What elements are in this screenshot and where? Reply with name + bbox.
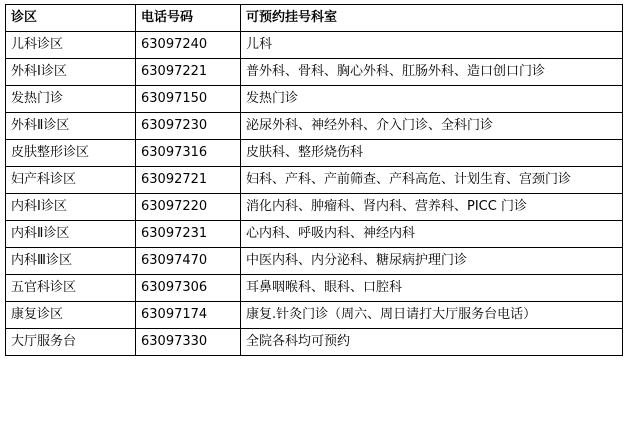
cell-services: 康复.针灸门诊（周六、周日请打大厅服务台电话） bbox=[241, 302, 623, 329]
cell-services: 妇科、产科、产前筛查、产科高危、计划生育、宫颈门诊 bbox=[241, 167, 623, 194]
cell-department: 妇产科诊区 bbox=[6, 167, 136, 194]
cell-services: 全院各科均可预约 bbox=[241, 329, 623, 356]
column-header-phone: 电话号码 bbox=[136, 5, 241, 32]
cell-phone: 63097240 bbox=[136, 32, 241, 59]
table-row bbox=[6, 59, 623, 86]
cell-services: 皮肤科、整形烧伤科 bbox=[241, 140, 623, 167]
table-row bbox=[6, 167, 623, 194]
cell-services: 中医内科、内分泌科、糖尿病护理门诊 bbox=[241, 248, 623, 275]
cell-services: 泌尿外科、神经外科、介入门诊、全科门诊 bbox=[241, 113, 623, 140]
cell-phone: 63097150 bbox=[136, 86, 241, 113]
table-row bbox=[6, 248, 623, 275]
cell-department: 外科Ⅰ诊区 bbox=[6, 59, 136, 86]
cell-department: 康复诊区 bbox=[6, 302, 136, 329]
cell-services: 普外科、骨科、胸心外科、肛肠外科、造口创口门诊 bbox=[241, 59, 623, 86]
cell-department: 儿科诊区 bbox=[6, 32, 136, 59]
table-row bbox=[6, 113, 623, 140]
table-row bbox=[6, 86, 623, 113]
cell-department: 外科Ⅱ诊区 bbox=[6, 113, 136, 140]
table-row bbox=[6, 329, 623, 356]
cell-phone: 63097221 bbox=[136, 59, 241, 86]
table-header-row bbox=[6, 5, 623, 32]
cell-phone: 63097230 bbox=[136, 113, 241, 140]
cell-phone: 63097316 bbox=[136, 140, 241, 167]
table-row bbox=[6, 221, 623, 248]
cell-services: 心内科、呼吸内科、神经内科 bbox=[241, 221, 623, 248]
cell-department: 五官科诊区 bbox=[6, 275, 136, 302]
cell-phone: 63097220 bbox=[136, 194, 241, 221]
cell-department: 皮肤整形诊区 bbox=[6, 140, 136, 167]
cell-phone: 63097470 bbox=[136, 248, 241, 275]
document-page bbox=[0, 4, 629, 434]
cell-services: 消化内科、肿瘤科、肾内科、营养科、PICC 门诊 bbox=[241, 194, 623, 221]
table-row bbox=[6, 32, 623, 59]
cell-department: 发热门诊 bbox=[6, 86, 136, 113]
cell-services: 发热门诊 bbox=[241, 86, 623, 113]
cell-services: 耳鼻咽喉科、眼科、口腔科 bbox=[241, 275, 623, 302]
cell-phone: 63097306 bbox=[136, 275, 241, 302]
cell-phone: 63097174 bbox=[136, 302, 241, 329]
column-header-services: 可预约挂号科室 bbox=[241, 5, 623, 32]
cell-phone: 63092721 bbox=[136, 167, 241, 194]
cell-phone: 63097231 bbox=[136, 221, 241, 248]
column-header-department: 诊区 bbox=[6, 5, 136, 32]
table-row bbox=[6, 194, 623, 221]
cell-department: 内科Ⅱ诊区 bbox=[6, 221, 136, 248]
cell-department: 内科Ⅰ诊区 bbox=[6, 194, 136, 221]
cell-department: 内科Ⅲ诊区 bbox=[6, 248, 136, 275]
table-row bbox=[6, 302, 623, 329]
table-row bbox=[6, 275, 623, 302]
table-row bbox=[6, 140, 623, 167]
cell-department: 大厅服务台 bbox=[6, 329, 136, 356]
cell-services: 儿科 bbox=[241, 32, 623, 59]
clinic-appointment-table bbox=[5, 4, 623, 356]
cell-phone: 63097330 bbox=[136, 329, 241, 356]
